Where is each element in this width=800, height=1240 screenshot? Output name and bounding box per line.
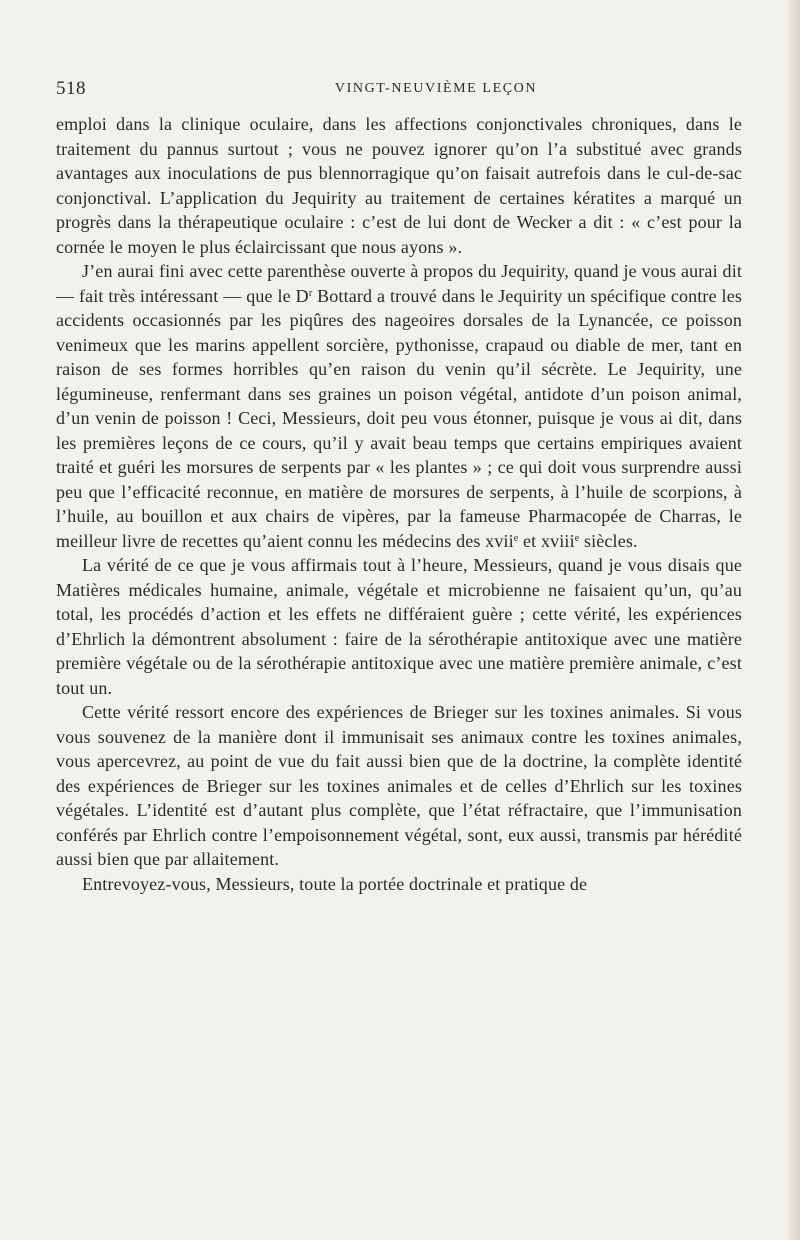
- paragraph-2: [56, 259, 742, 553]
- superscript-century-18: e: [574, 532, 580, 544]
- superscript-century-17: e: [513, 532, 519, 544]
- paragraph-1: emploi dans la clinique oculaire, dans les affections conjonctivales chroniques, dans le traitement du pannus surtout ; vous ne pouvez ignorer qu’on l’a substitué avec grands avantages aux inoculations de pus blennorragique qu’on faisait autrefois dans le cul-de-sac conjonctival. L’application du Jequirity au traitement de certaines kératites a marqué un progrès dans la thérapeutique oculaire : c’est de lui dont de Wecker a dit : « c’est pour la cornée le moyen le plus éclaircissant que nous ayons ».: [56, 114, 742, 257]
- paragraph-2-part-d: siècles.: [579, 530, 638, 551]
- page-number: 518: [56, 78, 86, 99]
- paragraph-4: Cette vérité ressort encore des expériences de Brieger sur les toxines animales. Si vous vous souvenez de la manière dont il immunisait ses animaux contre les toxines animales, vous apercevrez, au point de vue du fait aussi bien que de la doctrine, la complète identité des expériences de Brieger sur les toxines animales et de celles d’Ehrlich sur les toxines végétales. L’identité est d’autant plus complète, que l’état réfractaire, que l’immunisation conférés par Ehrlich contre l’empoisonnement végétal, sont, eux aussi, transmis par hérédité aussi bien que par allaitement.: [56, 702, 742, 869]
- paragraph-3: La vérité de ce que je vous affirmais tout à l’heure, Messieurs, quand je vous disais que Matières médicales humaine, animale, végétale et microbienne ne faisaient qu’un, qu’au total, les procédés d’action et les effets ne différaient guère ; cette vérité, les expériences d’Ehrlich la démontrent absolument : faire de la sérothérapie antitoxique avec une matière première végétale ou de la sérothérapie antitoxique avec une matière première animale, c’est tout un.: [56, 555, 742, 698]
- paragraph-2-part-c: et xviii: [518, 530, 575, 551]
- page-header: [56, 78, 756, 104]
- paragraph-5: Entrevoyez-vous, Messieurs, toute la portée doctrinale et pratique de: [82, 873, 588, 894]
- paragraph-2-part-a: J’en aurai fini avec cette parenthèse ouverte à propos du Jequirity, quand je vous aurai dit — fait très intéressant — que le D: [56, 261, 742, 306]
- paragraph-2-part-b: Bottard a trouvé dans le Jequirity un spécifique contre les accidents occasionnés par les piqûres des nageoires dorsales de la Lynancée, ce poisson venimeux que les marins appellent sorcière, pythonisse, crapaud ou diable de mer, tant en raison de ses formes horribles qu’en raison du venin qu’il sécrète. Le Jequirity, une légumineuse, renfermant dans ses graines un poison végétal, antidote d’un poison animal, d’un venin de poisson ! Ceci, Messieurs, doit peu vous étonner, puisque je vous ai dit, dans les premières leçons de ce cours, qu’il y avait beau temps que certains empiriques avaient traité et guéri les morsures de serpents par « les plantes » ; ce qui doit vous surprendre aussi peu que l’efficacité reconnue, en matière de morsures de serpents, à l’huile de scorpions, à l’huile, au bouillon et aux chairs de vipères, par la fameuse Pharmacopée de Charras, le meilleur livre de recettes qu’aient connu les médecins des xvii: [56, 285, 742, 551]
- body-text: [56, 112, 742, 896]
- superscript-docteur: r: [308, 287, 313, 299]
- running-title: VINGT-NEUVIÈME LEÇON: [334, 81, 538, 96]
- page-edge-shadow: [786, 0, 800, 1240]
